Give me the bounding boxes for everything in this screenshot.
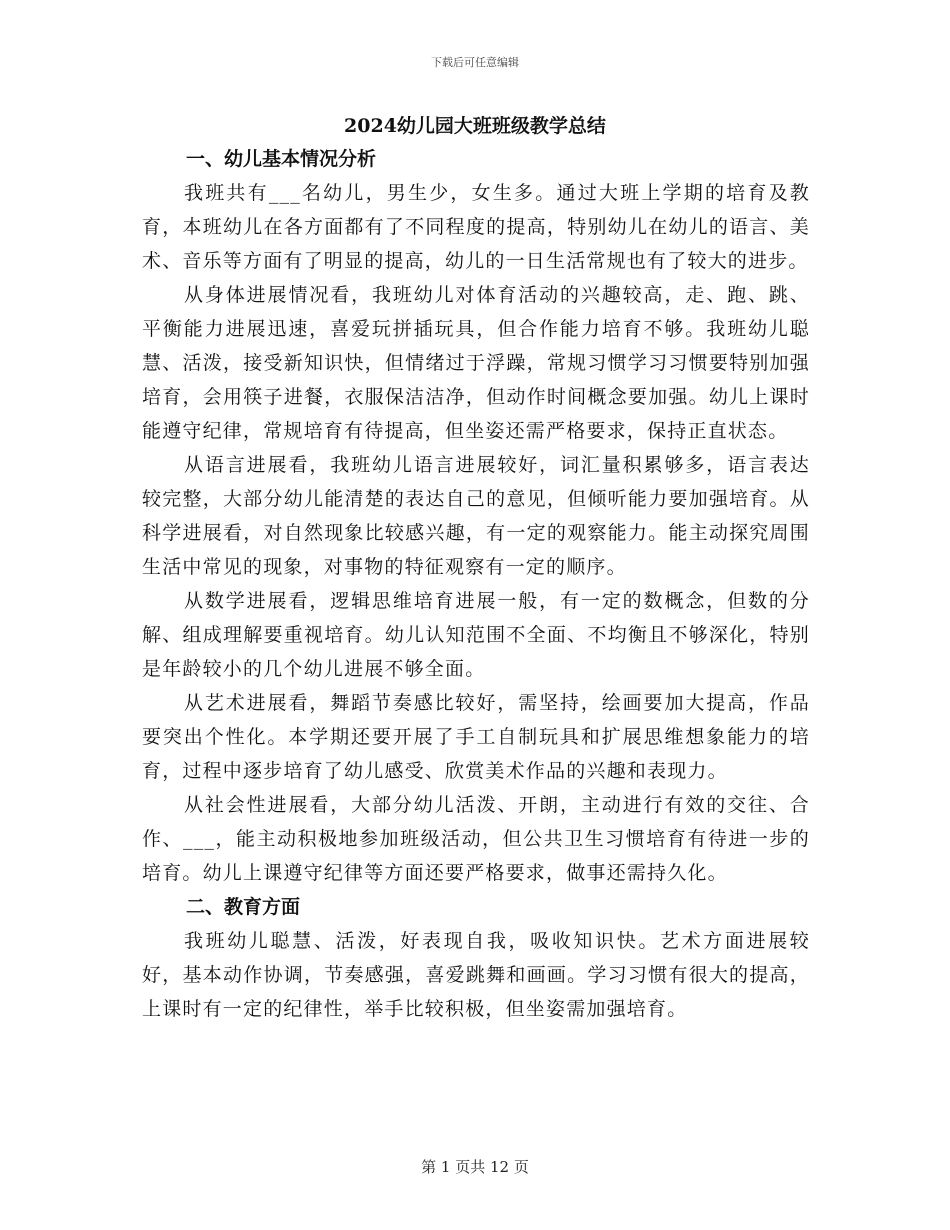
header-note: 下载后可任意编辑 <box>431 56 519 69</box>
paragraph: 从身体进展情况看，我班幼儿对体育活动的兴趣较高，走、跑、跳、平衡能力进展迅速，喜爱玩拼插玩具，但合作能力培育不够。我班幼儿聪慧、活泼，接受新知识快，但情绪过于浮躁，常规习惯学习习惯要特别加强培育，会用筷子进餐，衣服保洁洁净，但动作时间概念要加强。幼儿上课时能遵守纪律，常规培育有待提高，但坐姿还需严格要求，保持正直状态。 <box>142 284 810 442</box>
paragraph: 从语言进展看，我班幼儿语言进展较好，词汇量积累够多，语言表达较完整，大部分幼儿能清楚的表达自己的意见，但倾听能力要加强培育。从科学进展看，对自然现象比较感兴趣，有一定的观察能力。能主动探究周围生活中常见的现象，对事物的特征观察有一定的顺序。 <box>142 454 810 578</box>
document-title: 2024幼儿园大班班级教学总结 <box>344 115 606 137</box>
paragraph: 从数学进展看，逻辑思维培育进展一般，有一定的数概念，但数的分解、组成理解要重视培育。幼儿认知范围不全面、不均衡且不够深化，特别是年龄较小的几个幼儿进展不够全面。 <box>142 590 810 680</box>
paragraph: 从艺术进展看，舞蹈节奏感比较好，需坚持，绘画要加大提高，作品要突出个性化。本学期还要开展了手工自制玩具和扩展思维想象能力的培育，过程中逐步培育了幼儿感受、欣赏美术作品的兴趣和表现力。 <box>142 692 810 782</box>
page-number: 第 1 页共 12 页 <box>421 1158 529 1176</box>
paragraph: 我班幼儿聪慧、活泼，好表现自我，吸收知识快。艺术方面进展较好，基本动作协调，节奏感强，喜爱跳舞和画画。学习习惯有很大的提高，上课时有一定的纪律性，举手比较积极，但坐姿需加强培育。 <box>142 930 810 1020</box>
section-education <box>142 890 810 1026</box>
section-heading: 二、教育方面 <box>186 896 301 918</box>
section-basic-analysis <box>142 142 810 890</box>
document-body <box>142 142 810 1026</box>
paragraph: 我班共有___名幼儿，男生少，女生多。通过大班上学期的培育及教育，本班幼儿在各方面都有了不同程度的提高，特别幼儿在幼儿的语言、美术、音乐等方面有了明显的提高，幼儿的一日生活常规也有了较大的进步。 <box>142 182 810 272</box>
paragraph: 从社会性进展看，大部分幼儿活泼、开朗，主动进行有效的交往、合作、___，能主动积极地参加班级活动，但公共卫生习惯培育有待进一步的培育。幼儿上课遵守纪律等方面还要严格要求，做事还需持久化。 <box>142 794 810 884</box>
section-heading: 一、幼儿基本情况分析 <box>186 148 377 170</box>
